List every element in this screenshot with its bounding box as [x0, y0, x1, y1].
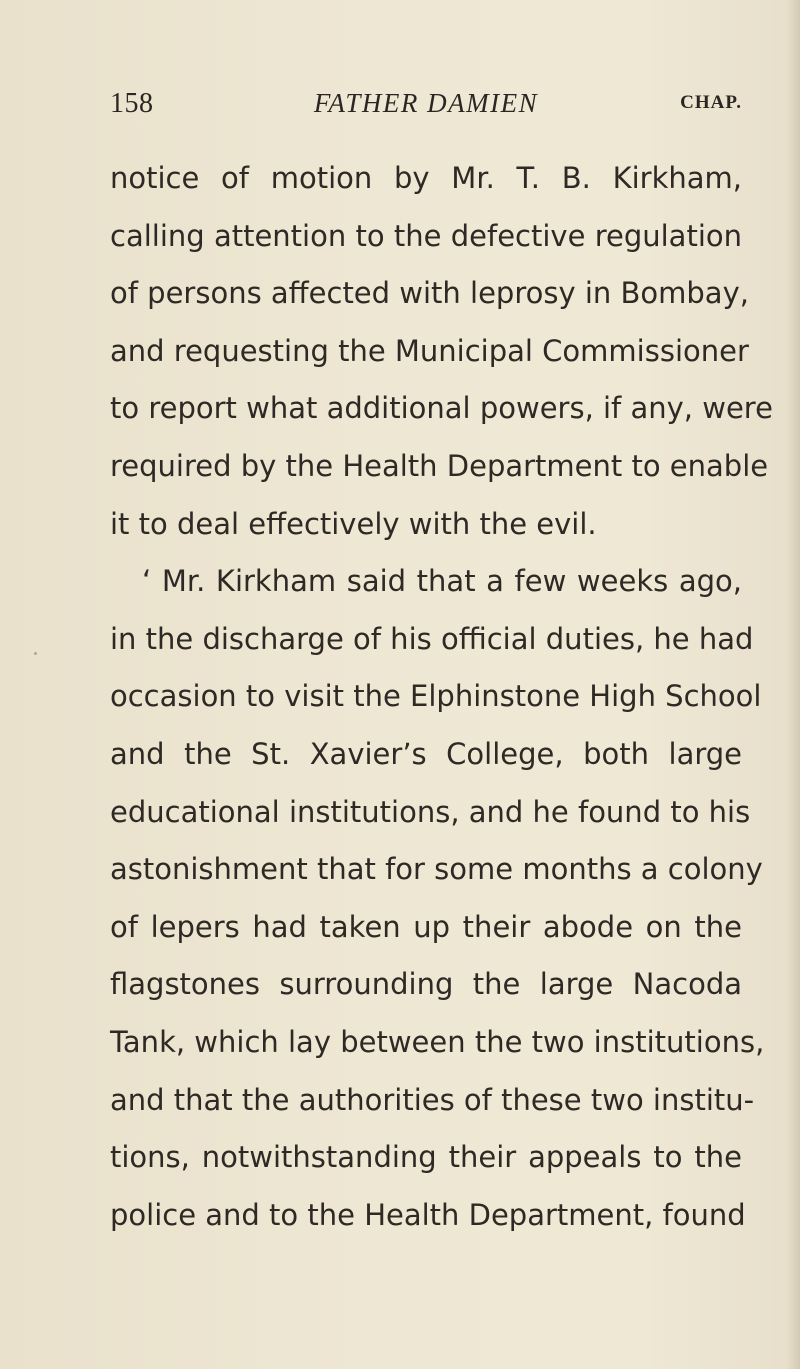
text-line: astonishment that for some months a colony — [110, 852, 763, 887]
chapter-mark: CHAP. — [680, 92, 742, 113]
text-line: and that the authorities of these two institu- — [110, 1082, 755, 1117]
text-line: and requesting the Municipal Commissioner — [110, 333, 749, 368]
margin-speck — [34, 652, 37, 655]
body-text — [110, 150, 773, 1244]
text-line: in the discharge of his official duties, he had — [110, 621, 754, 656]
text-line: Tank, which lay between the two institutions, — [110, 1024, 765, 1059]
page-edge-shadow — [786, 0, 800, 1369]
text-line: of lepers had taken up their abode on the — [110, 909, 742, 944]
text-line: it to deal effectively with the evil. — [110, 506, 597, 541]
text-line: police and to the Health Department, found — [110, 1197, 746, 1232]
text-line: tions, notwithstanding their appeals to the — [110, 1140, 742, 1175]
text-line: flagstones surrounding the large Nacoda — [110, 967, 742, 1002]
text-line: calling attention to the defective regulation — [110, 218, 742, 253]
page-number: 158 — [110, 88, 154, 119]
text-line: ‘ Mr. Kirkham said that a few weeks ago, — [142, 564, 742, 599]
text-line: educational institutions, and he found to his — [110, 794, 751, 829]
text-line: occasion to visit the Elphinstone High School — [110, 679, 762, 714]
text-line: required by the Health Department to enable — [110, 448, 769, 483]
text-line: and the St. Xavier’s College, both large — [110, 736, 742, 771]
text-line: notice of motion by Mr. T. B. Kirkham, — [110, 161, 742, 195]
running-header — [110, 88, 742, 128]
running-title: FATHER DAMIEN — [313, 88, 539, 118]
text-line: to report what additional powers, if any, were — [110, 391, 773, 426]
text-line: of persons affected with leprosy in Bombay, — [110, 276, 749, 311]
